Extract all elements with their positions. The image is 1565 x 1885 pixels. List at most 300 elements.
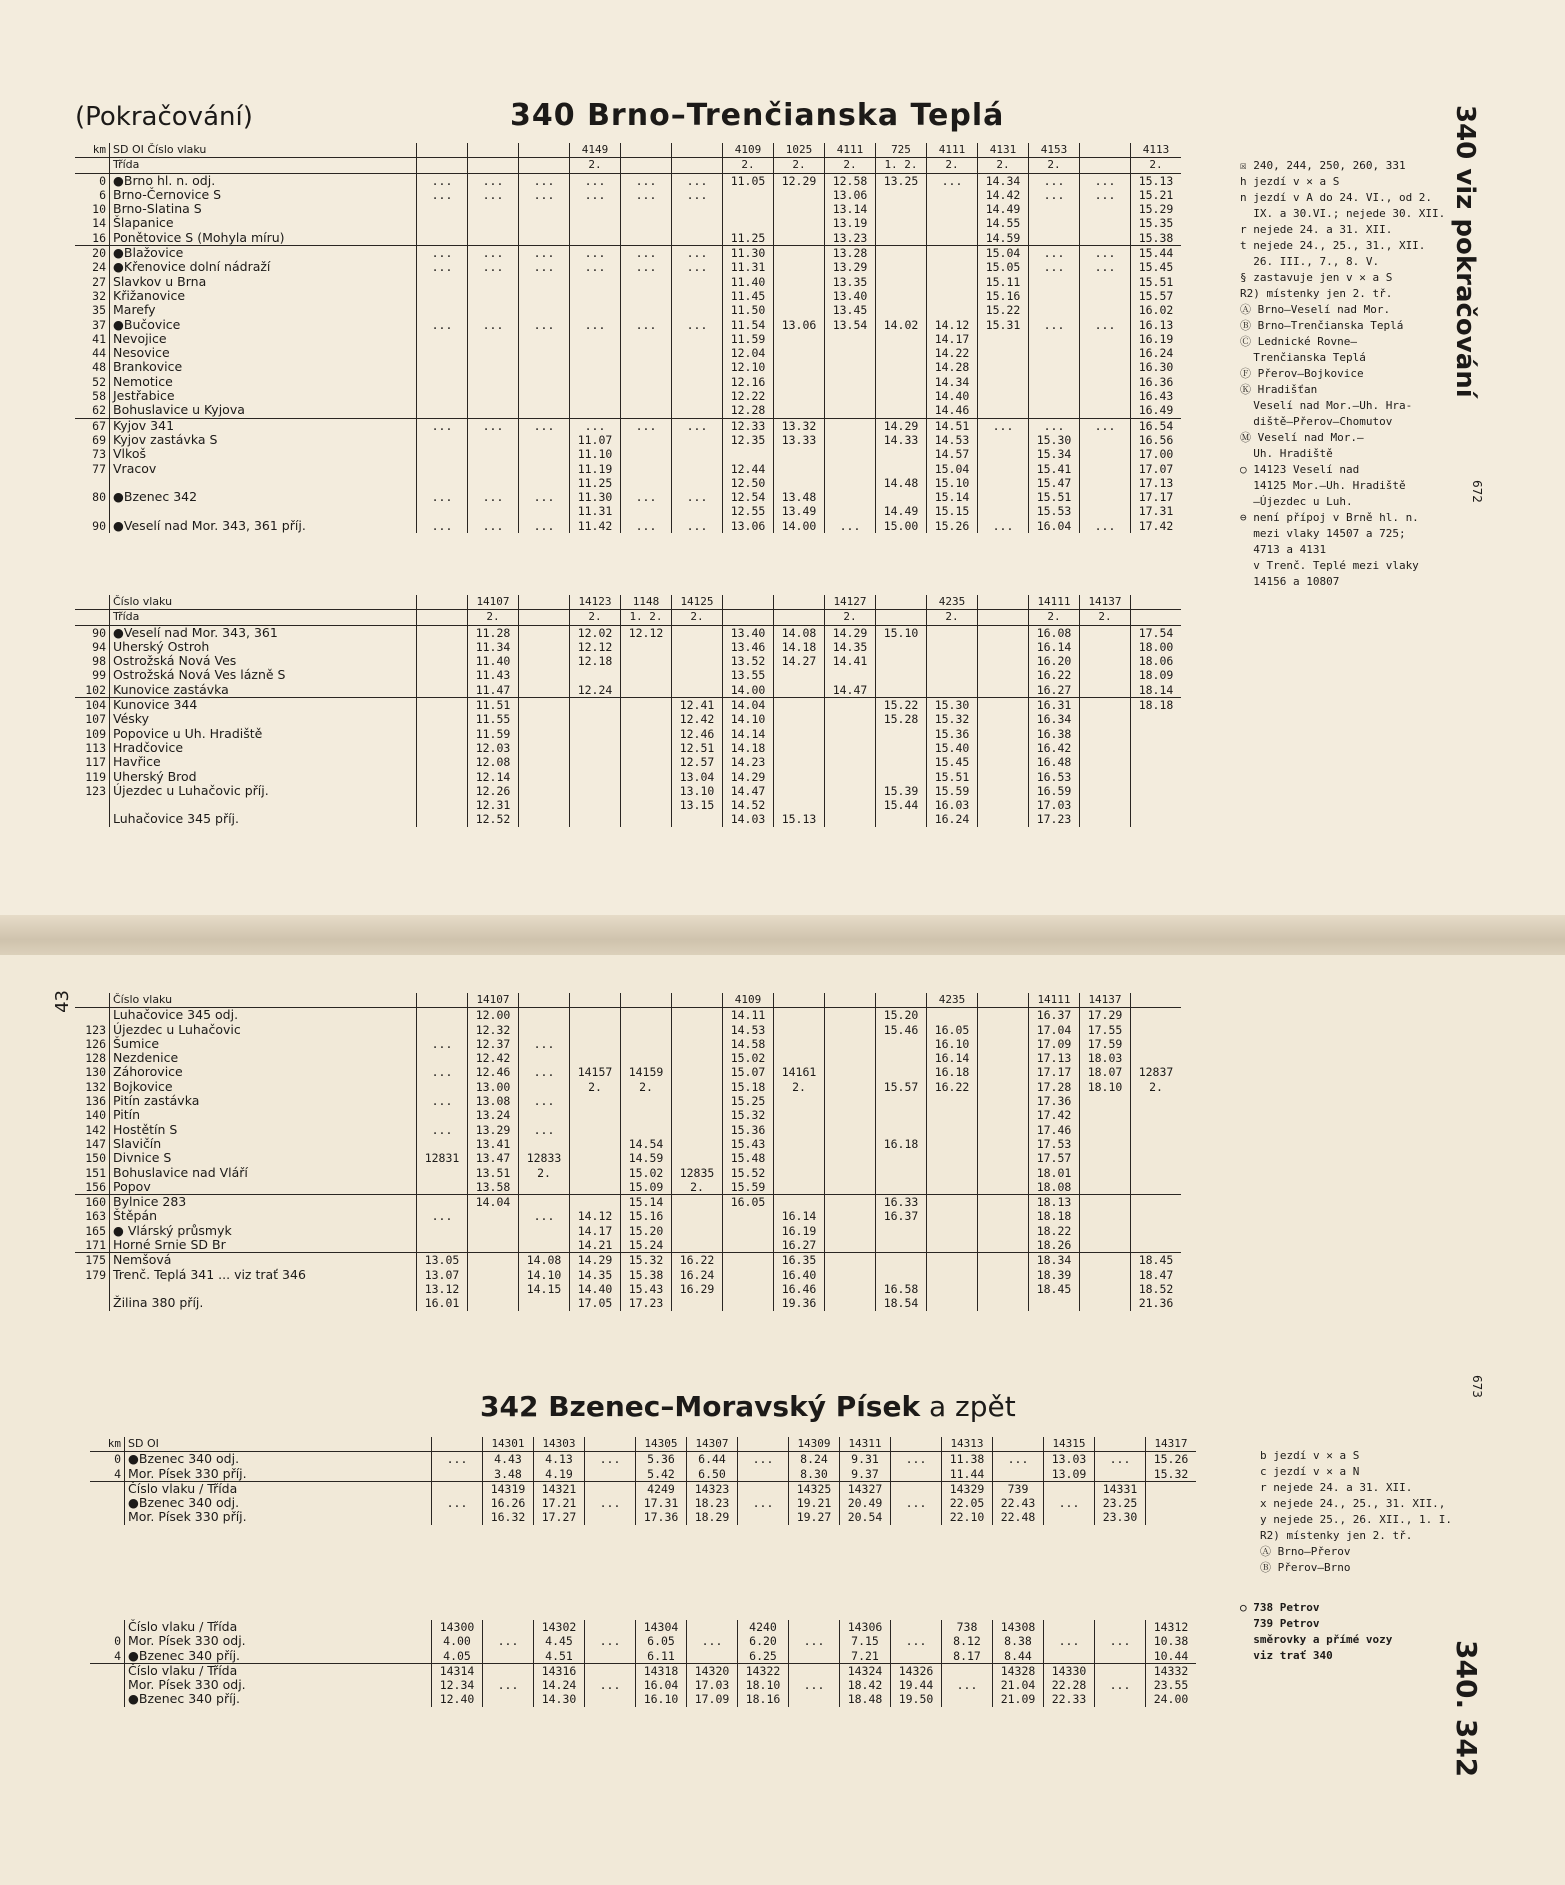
table-row: [75, 698, 1181, 713]
time-cell: 2.: [519, 1166, 570, 1180]
time-cell: [1080, 476, 1131, 490]
time-cell: [876, 1268, 927, 1282]
time-cell: [519, 1296, 570, 1310]
time-cell: 15.45: [1131, 260, 1182, 274]
time-cell: 15.00: [876, 519, 927, 533]
time-cell: [1080, 289, 1131, 303]
time-cell: 14.02: [876, 318, 927, 332]
time-cell: [876, 389, 927, 403]
train-number: 2.: [570, 158, 621, 173]
time-cell: [519, 403, 570, 418]
train-number: [978, 610, 1029, 625]
time-cell: 17.09: [687, 1692, 738, 1706]
time-cell: 18.14: [1131, 683, 1182, 698]
time-cell: ...: [432, 1452, 483, 1467]
time-cell: 19.21: [789, 1496, 840, 1510]
time-cell: ...: [1080, 188, 1131, 202]
time-cell: 2.: [621, 1080, 672, 1094]
time-cell: [1080, 216, 1131, 230]
time-cell: 2.: [774, 1080, 825, 1094]
time-cell: [927, 1108, 978, 1122]
time-cell: [1131, 1094, 1182, 1108]
time-cell: 14.49: [876, 504, 927, 518]
km-cell: 16: [92, 230, 106, 245]
time-cell: 19.50: [891, 1692, 942, 1706]
station-name: Vracov: [110, 462, 417, 476]
time-cell: [825, 1151, 876, 1165]
time-cell: ...: [1080, 519, 1131, 533]
table-row: [75, 1209, 1181, 1223]
time-cell: [672, 389, 723, 403]
time-cell: 14328: [993, 1663, 1044, 1678]
time-cell: [1080, 1296, 1131, 1310]
time-cell: 14.17: [927, 332, 978, 346]
time-cell: [978, 770, 1029, 784]
train-number: 2.: [825, 610, 876, 625]
train-number: 2.: [927, 610, 978, 625]
time-cell: 23.30: [1095, 1510, 1146, 1524]
km-cell: [75, 504, 110, 518]
time-cell: 8.44: [993, 1649, 1044, 1664]
train-number: [723, 595, 774, 610]
train-number: 14303: [534, 1437, 585, 1452]
time-cell: 11.34: [468, 640, 519, 654]
time-cell: 12.10: [723, 360, 774, 374]
time-cell: [1080, 1209, 1131, 1223]
time-cell: 18.08: [1029, 1180, 1080, 1195]
time-cell: ...: [672, 519, 723, 533]
train-number: 14309: [789, 1437, 840, 1452]
time-cell: [570, 375, 621, 389]
train-number: [1095, 1437, 1146, 1452]
time-cell: 13.41: [468, 1137, 519, 1151]
time-cell: 12.18: [570, 654, 621, 668]
time-cell: 14.51: [927, 418, 978, 433]
time-cell: [789, 1692, 840, 1706]
continued-label: (Pokračování): [75, 102, 253, 132]
train-number: 14107: [468, 595, 519, 610]
time-cell: [978, 1180, 1029, 1195]
station-name: Bohuslavice nad Vláří: [110, 1166, 417, 1180]
time-cell: [1095, 1649, 1146, 1664]
time-cell: 14.15: [519, 1282, 570, 1296]
time-cell: 12.42: [468, 1051, 519, 1065]
km-cell: 150: [85, 1151, 106, 1166]
time-cell: 23.25: [1095, 1496, 1146, 1510]
time-cell: [1131, 755, 1182, 769]
time-cell: [1080, 1253, 1131, 1268]
time-cell: [672, 462, 723, 476]
time-cell: [417, 798, 468, 812]
time-cell: [570, 403, 621, 418]
time-cell: ...: [570, 188, 621, 202]
time-cell: 6.25: [738, 1649, 789, 1664]
table-row: [75, 1094, 1181, 1108]
time-cell: [825, 1137, 876, 1151]
time-cell: [825, 1166, 876, 1180]
time-cell: [978, 332, 1029, 346]
km-cell: 128: [85, 1051, 106, 1066]
time-cell: [978, 1268, 1029, 1282]
station-name: Luhačovice 345 příj.: [110, 812, 417, 826]
time-cell: [672, 625, 723, 640]
time-cell: [825, 389, 876, 403]
time-cell: 16.14: [1029, 640, 1080, 654]
time-cell: [519, 447, 570, 461]
time-cell: ...: [468, 188, 519, 202]
time-cell: [519, 1108, 570, 1122]
table-row: [75, 231, 1181, 246]
time-cell: 10.44: [1146, 1649, 1197, 1664]
time-cell: [468, 216, 519, 230]
time-cell: 15.20: [876, 1008, 927, 1023]
time-cell: [570, 712, 621, 726]
time-cell: 2.: [570, 1080, 621, 1094]
time-cell: ...: [1080, 246, 1131, 261]
time-cell: 12.57: [672, 755, 723, 769]
time-cell: [876, 403, 927, 418]
table-row: [75, 683, 1181, 698]
time-cell: [1146, 1481, 1197, 1496]
time-cell: [927, 668, 978, 682]
train-number: [774, 993, 825, 1008]
km-cell: 132: [85, 1079, 106, 1094]
time-cell: [570, 741, 621, 755]
time-cell: ...: [417, 260, 468, 274]
time-cell: [927, 202, 978, 216]
time-cell: 17.00: [1131, 447, 1182, 461]
train-number: 14137: [1080, 993, 1131, 1008]
time-cell: 13.40: [723, 625, 774, 640]
time-cell: 13.55: [723, 668, 774, 682]
time-cell: [738, 1510, 789, 1524]
timetable-340-part1: [75, 143, 1181, 533]
time-cell: [621, 770, 672, 784]
train-number: 2.: [723, 158, 774, 173]
km-cell: 147: [85, 1136, 106, 1151]
station-name: Pitín zastávka: [110, 1094, 417, 1108]
time-cell: [774, 202, 825, 216]
table-row: [90, 1692, 1196, 1706]
time-cell: 14318: [636, 1663, 687, 1678]
time-cell: 14.49: [978, 202, 1029, 216]
time-cell: 16.18: [927, 1065, 978, 1079]
time-cell: 13.25: [876, 173, 927, 188]
time-cell: [570, 727, 621, 741]
train-number: 4235: [927, 595, 978, 610]
time-cell: 16.24: [672, 1268, 723, 1282]
time-cell: 17.05: [570, 1296, 621, 1310]
station-name: Křižanovice: [110, 289, 417, 303]
station-name: Divnice S: [110, 1151, 417, 1165]
time-cell: [519, 216, 570, 230]
time-cell: 6.11: [636, 1649, 687, 1664]
time-cell: [825, 1051, 876, 1065]
time-cell: [825, 1296, 876, 1310]
time-cell: [876, 1037, 927, 1051]
time-cell: 14321: [534, 1481, 585, 1496]
time-cell: [417, 698, 468, 713]
time-cell: 8.38: [993, 1634, 1044, 1648]
time-cell: [468, 289, 519, 303]
time-cell: [1080, 389, 1131, 403]
train-number: 4149: [570, 143, 621, 158]
train-number: [468, 158, 519, 173]
time-cell: [774, 260, 825, 274]
time-cell: 14.57: [927, 447, 978, 461]
time-cell: 15.21: [1131, 188, 1182, 202]
time-cell: [570, 668, 621, 682]
km-cell: [75, 812, 110, 826]
time-cell: [825, 504, 876, 518]
time-cell: 15.51: [1029, 490, 1080, 504]
time-cell: ...: [672, 418, 723, 433]
time-cell: [1080, 504, 1131, 518]
time-cell: [621, 1123, 672, 1137]
time-cell: [927, 625, 978, 640]
time-cell: 739: [993, 1481, 1044, 1496]
time-cell: 18.23: [687, 1496, 738, 1510]
station-name: Šumice: [110, 1037, 417, 1051]
time-cell: [1080, 625, 1131, 640]
time-cell: 14.46: [927, 403, 978, 418]
time-cell: [1029, 275, 1080, 289]
km-cell: [75, 476, 110, 490]
time-cell: [585, 1510, 636, 1524]
table-row: [75, 289, 1181, 303]
station-name: Nesovice: [110, 346, 417, 360]
time-cell: ...: [417, 188, 468, 202]
time-cell: 16.53: [1029, 770, 1080, 784]
time-cell: [927, 289, 978, 303]
time-cell: 17.03: [1029, 798, 1080, 812]
time-cell: [825, 476, 876, 490]
station-name: Hostětín S: [110, 1123, 417, 1137]
train-number: [1131, 610, 1182, 625]
page-number-672: 672: [1470, 480, 1484, 503]
time-cell: [891, 1649, 942, 1664]
table-row: [75, 418, 1181, 433]
time-cell: 14.22: [927, 346, 978, 360]
time-cell: 12.04: [723, 346, 774, 360]
time-cell: [1080, 654, 1131, 668]
time-cell: 14332: [1146, 1663, 1197, 1678]
time-cell: [1080, 1137, 1131, 1151]
time-cell: 3.48: [483, 1467, 534, 1482]
time-cell: 17.17: [1131, 490, 1182, 504]
time-cell: [1080, 812, 1131, 826]
train-number: 2.: [978, 158, 1029, 173]
time-cell: [927, 303, 978, 317]
time-cell: 15.36: [723, 1123, 774, 1137]
time-cell: [927, 654, 978, 668]
time-cell: ...: [519, 1209, 570, 1223]
time-cell: 15.16: [621, 1209, 672, 1223]
time-cell: [876, 231, 927, 246]
table-row: [75, 727, 1181, 741]
km-cell: 41: [92, 331, 106, 346]
time-cell: [468, 1296, 519, 1310]
station-name: Brankovice: [110, 360, 417, 374]
time-cell: 15.38: [1131, 231, 1182, 246]
time-cell: 18.52: [1131, 1282, 1182, 1296]
time-cell: [519, 1080, 570, 1094]
time-cell: [519, 784, 570, 798]
time-cell: 14.42: [978, 188, 1029, 202]
time-cell: 16.20: [1029, 654, 1080, 668]
time-cell: 15.14: [927, 490, 978, 504]
time-cell: 12.32: [468, 1023, 519, 1037]
table-row: [75, 1253, 1181, 1268]
time-cell: ...: [519, 188, 570, 202]
train-number: [417, 143, 468, 158]
time-cell: 16.24: [1131, 346, 1182, 360]
time-cell: 15.18: [723, 1080, 774, 1094]
time-cell: 14.12: [570, 1209, 621, 1223]
time-cell: [927, 1180, 978, 1195]
time-cell: [876, 1238, 927, 1253]
time-cell: 15.52: [723, 1166, 774, 1180]
time-cell: [621, 741, 672, 755]
time-cell: 14306: [840, 1620, 891, 1634]
time-cell: 6.05: [636, 1634, 687, 1648]
time-cell: [825, 418, 876, 433]
time-cell: 18.03: [1080, 1051, 1131, 1065]
time-cell: [621, 654, 672, 668]
time-cell: [927, 1209, 978, 1223]
time-cell: 13.32: [774, 418, 825, 433]
time-cell: ...: [1029, 246, 1080, 261]
time-cell: [774, 246, 825, 261]
time-cell: [519, 640, 570, 654]
time-cell: [978, 698, 1029, 713]
time-cell: [1146, 1496, 1197, 1510]
table-row: [75, 389, 1181, 403]
time-cell: [825, 490, 876, 504]
station-name: Havřice: [110, 755, 417, 769]
time-cell: 12.28: [723, 403, 774, 418]
station-name: Trenč. Teplá 341 ... viz trať 346: [110, 1268, 417, 1282]
time-cell: 15.26: [1146, 1452, 1197, 1467]
time-cell: [978, 1195, 1029, 1210]
time-cell: [417, 640, 468, 654]
station-name: Újezdec u Luhačovic příj.: [110, 784, 417, 798]
time-cell: [519, 654, 570, 668]
time-cell: 18.10: [1080, 1080, 1131, 1094]
time-cell: [570, 360, 621, 374]
station-name: [110, 476, 417, 490]
time-cell: [1131, 1108, 1182, 1122]
km-cell: 102: [85, 682, 106, 697]
time-cell: [1131, 1051, 1182, 1065]
time-cell: 13.29: [825, 260, 876, 274]
time-cell: [723, 447, 774, 461]
time-cell: 16.05: [927, 1023, 978, 1037]
time-cell: ...: [1080, 260, 1131, 274]
time-cell: [570, 1051, 621, 1065]
time-cell: 11.50: [723, 303, 774, 317]
time-cell: [774, 1037, 825, 1051]
time-cell: 22.48: [993, 1510, 1044, 1524]
time-cell: [672, 231, 723, 246]
side-label: 340 viz pokračování: [1450, 105, 1480, 398]
time-cell: [825, 698, 876, 713]
train-number: 14315: [1044, 1437, 1095, 1452]
time-cell: [1095, 1692, 1146, 1706]
time-cell: [978, 727, 1029, 741]
time-cell: [789, 1663, 840, 1678]
time-cell: [825, 1209, 876, 1223]
time-cell: [519, 389, 570, 403]
time-cell: [468, 1268, 519, 1282]
time-cell: [672, 683, 723, 698]
time-cell: [993, 1467, 1044, 1482]
time-cell: 16.19: [774, 1224, 825, 1238]
time-cell: [621, 403, 672, 418]
time-cell: [417, 1023, 468, 1037]
time-cell: [774, 1123, 825, 1137]
train-number: [519, 610, 570, 625]
time-cell: 14.35: [570, 1268, 621, 1282]
time-cell: [1131, 1238, 1182, 1253]
time-cell: [978, 476, 1029, 490]
time-cell: ...: [468, 418, 519, 433]
time-cell: 15.34: [1029, 447, 1080, 461]
time-cell: [978, 490, 1029, 504]
page-number-43: 43: [52, 990, 73, 1013]
time-cell: ...: [1029, 173, 1080, 188]
time-cell: 16.04: [636, 1678, 687, 1692]
train-number: 4109: [723, 143, 774, 158]
time-cell: [978, 654, 1029, 668]
train-number: 14311: [840, 1437, 891, 1452]
time-cell: ...: [468, 246, 519, 261]
time-cell: 15.02: [723, 1051, 774, 1065]
time-cell: ...: [789, 1678, 840, 1692]
time-cell: [621, 668, 672, 682]
time-cell: 17.36: [1029, 1094, 1080, 1108]
station-name: ●Bzenec 340 odj.: [125, 1452, 432, 1467]
time-cell: [825, 1037, 876, 1051]
time-cell: 12.02: [570, 625, 621, 640]
time-cell: 15.24: [621, 1238, 672, 1253]
time-cell: [774, 1151, 825, 1165]
time-cell: 15.53: [1029, 504, 1080, 518]
time-cell: 14.10: [519, 1268, 570, 1282]
time-cell: 16.18: [876, 1137, 927, 1151]
time-cell: 11.28: [468, 625, 519, 640]
time-cell: [585, 1692, 636, 1706]
km-cell: [75, 1008, 110, 1023]
time-cell: 16.36: [1131, 375, 1182, 389]
time-cell: [519, 332, 570, 346]
time-cell: [468, 202, 519, 216]
time-cell: 14.10: [723, 712, 774, 726]
station-name: Jestřabice: [110, 389, 417, 403]
station-name: Brno-Slatina S: [110, 202, 417, 216]
train-number: [417, 595, 468, 610]
time-cell: 12.26: [468, 784, 519, 798]
time-cell: [570, 1037, 621, 1051]
time-cell: [723, 1282, 774, 1296]
train-number: 4111: [825, 143, 876, 158]
time-cell: 12.58: [825, 173, 876, 188]
time-cell: [570, 1094, 621, 1108]
train-number: [1131, 595, 1182, 610]
train-number: 2.: [1080, 610, 1131, 625]
time-cell: [519, 476, 570, 490]
time-cell: 12.03: [468, 741, 519, 755]
